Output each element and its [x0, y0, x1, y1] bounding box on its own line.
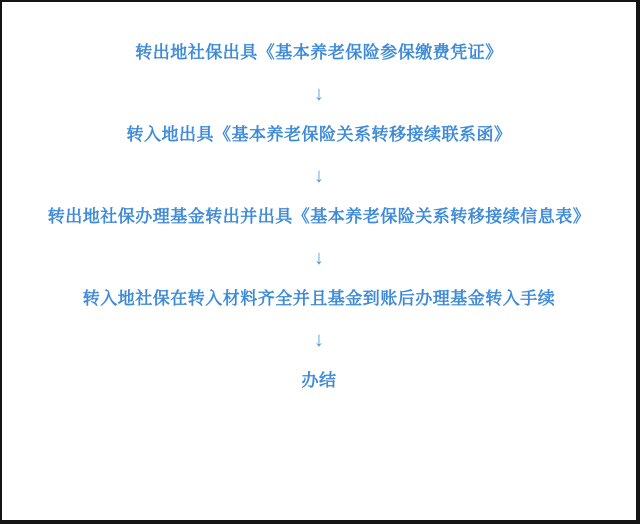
- pension-transfer-flowchart: [2, 2, 636, 390]
- flow-step-2: 转入地出具《基本养老保险关系转移接续联系函》: [126, 125, 512, 144]
- flow-step-final: 办结: [301, 371, 337, 390]
- down-arrow-icon: ↓: [314, 247, 324, 269]
- down-arrow-icon: ↓: [314, 329, 324, 351]
- flow-step-1: 转出地社保出具《基本养老保险参保缴费凭证》: [135, 43, 503, 62]
- flow-step-3: 转出地社保办理基金转出并出具《基本养老保险关系转移接续信息表》: [47, 207, 591, 226]
- down-arrow-icon: ↓: [314, 83, 324, 105]
- down-arrow-icon: ↓: [314, 165, 324, 187]
- flow-step-4: 转入地社保在转入材料齐全并且基金到账后办理基金转入手续: [82, 289, 556, 308]
